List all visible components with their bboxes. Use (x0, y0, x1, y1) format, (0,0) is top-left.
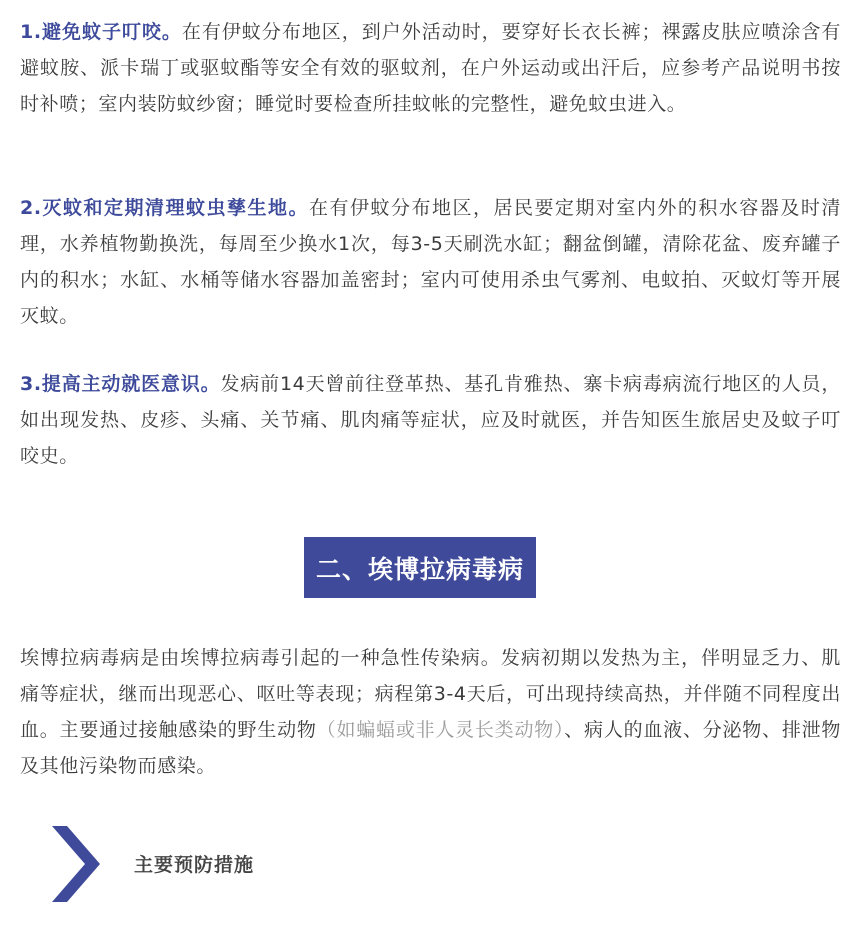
subheading-label: 主要预防措施 (134, 854, 255, 876)
subheading-main-prevention (52, 826, 352, 902)
prevention-item-2 (20, 190, 841, 334)
ebola-description-aside: （如蝙蝠或非人灵长类动物） (316, 719, 565, 741)
chevron-right-icon (52, 826, 102, 902)
item-2-heading: 2.灭蚊和定期清理蚊虫孳生地。 (20, 197, 309, 219)
ebola-description-main: 埃博拉病毒病是由埃博拉病毒引起的一种急性传染病。发病初期以发热为主，伴明显乏力、肌痛等症状，继而出现恶心、呕吐等表现；病程第3-4天后，可出现持续高热，并伴随不同程度出血。主要通过接触感染的野生动物 (20, 647, 841, 741)
prevention-item-1 (20, 14, 841, 122)
ebola-description-tail: 、病人的血液、分泌物、排泄物及其他污染物而感染。 (20, 719, 841, 777)
item-2-body: 在有伊蚊分布地区，居民要定期对室内外的积水容器及时清理，水养植物勤换洗，每周至少换水1次，每3-5天刷洗水缸；翻盆倒罐，清除花盆、废弃罐子内的积水；水缸、水桶等储水容器加盖密封；室内可使用杀虫气雾剂、电蚊拍、灭蚊灯等开展灭蚊。 (20, 197, 841, 327)
prevention-item-3 (20, 366, 841, 474)
item-1-body: 在有伊蚊分布地区，到户外活动时，要穿好长衣长裤；裸露皮肤应喷涂含有避蚊胺、派卡瑞丁或驱蚊酯等安全有效的驱蚊剂，在户外运动或出汗后，应参考产品说明书按时补喷；室内装防蚊纱窗；睡觉时要检查所挂蚊帐的完整性，避免蚊虫进入。 (20, 21, 841, 115)
item-3-body: 发病前14天曾前往登革热、基孔肯雅热、寨卡病毒病流行地区的人员，如出现发热、皮疹、头痛、关节痛、肌肉痛等症状，应及时就医，并告知医生旅居史及蚊子叮咬史。 (20, 373, 841, 467)
item-1-heading: 1.避免蚊子叮咬。 (20, 21, 182, 43)
section-banner-title: 二、埃博拉病毒病 (315, 554, 524, 584)
ebola-description (20, 640, 841, 784)
section-banner (304, 537, 536, 598)
item-3-heading: 3.提高主动就医意识。 (20, 373, 221, 395)
